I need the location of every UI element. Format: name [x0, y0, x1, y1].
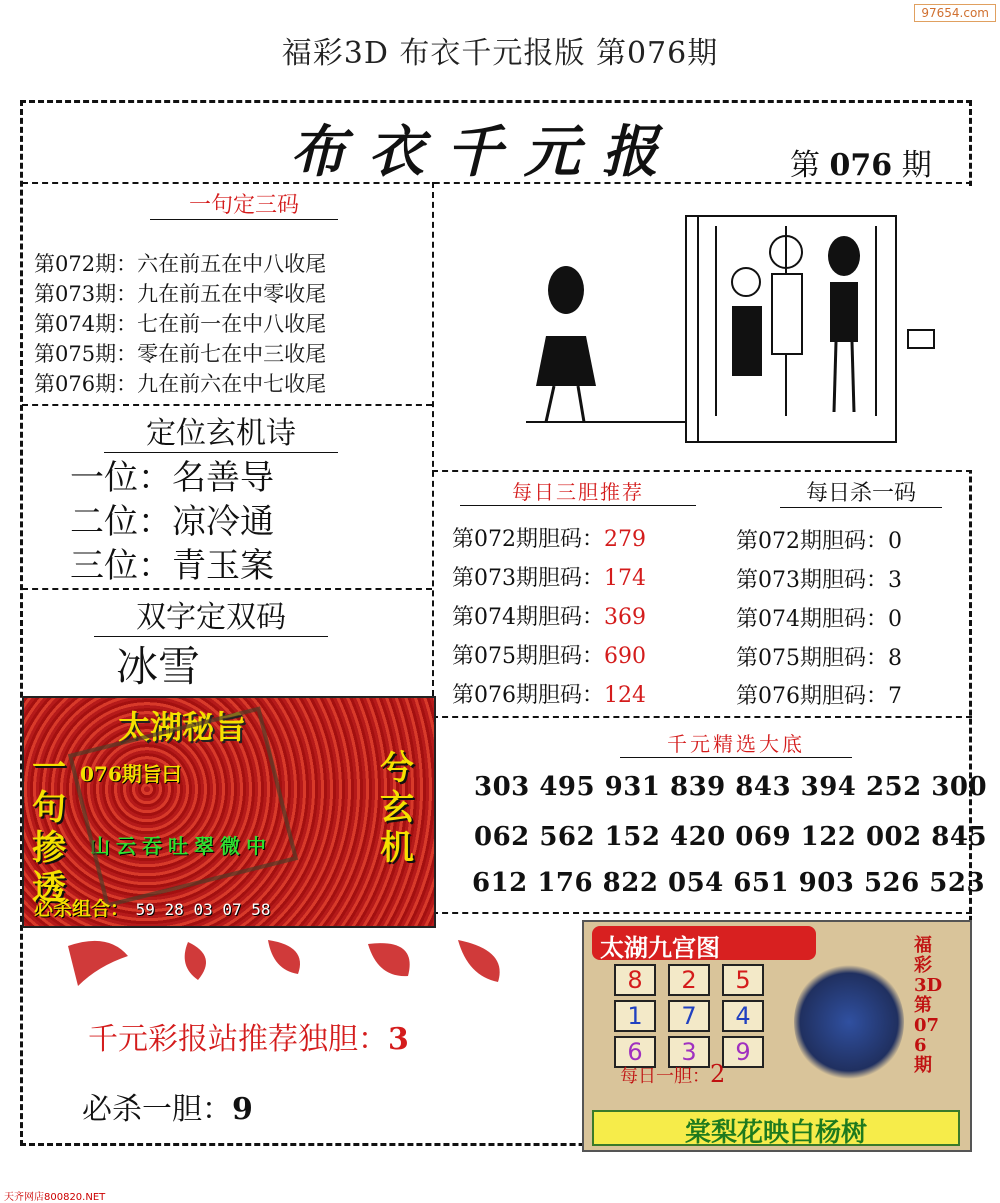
recommend-value: 3 — [388, 1022, 409, 1057]
sandan-row — [452, 522, 646, 553]
sandan-value: 124 — [604, 683, 646, 708]
sandan-label: 第074期胆码： — [452, 605, 604, 630]
shuangzi-title: 双字定双码 — [94, 592, 328, 637]
taihu-middle-line: 山云吞吐翠微中 — [90, 834, 272, 858]
nine-grid-side-text: 福彩3D第076期 — [914, 935, 943, 1076]
bisha-line — [82, 1084, 253, 1128]
shuangzi-value: 冰雪 — [116, 642, 201, 691]
yiju-row: 第072期：六在前五在中八收尾 — [34, 252, 327, 276]
divider-header — [22, 182, 972, 184]
grid-cell: 4 — [722, 1000, 764, 1032]
nine-grid-ad — [582, 920, 972, 1152]
divider-dadi — [432, 912, 972, 914]
grid-cell: 3 — [668, 1036, 710, 1068]
yiju-title: 一句定三码 — [150, 188, 338, 220]
footer-note: 天齐网店800820.NET — [4, 1192, 106, 1203]
grid-cell: 5 — [722, 964, 764, 996]
recommend-label: 千元彩报站推荐独胆： — [88, 1022, 388, 1057]
taihu-right-text: 兮玄机 — [380, 748, 414, 868]
daily-dan-label: 每日一胆： — [620, 1066, 710, 1087]
sandan-value: 279 — [604, 527, 646, 552]
calligraphy-strokes — [48, 926, 578, 996]
sandan-value: 174 — [604, 566, 646, 591]
grid-cell: 2 — [668, 964, 710, 996]
masthead: 布衣千元报 — [290, 119, 680, 185]
sandan-label: 第075期胆码： — [452, 644, 604, 669]
sandan-label: 第072期胆码： — [452, 527, 604, 552]
grid-cell: 9 — [722, 1036, 764, 1068]
grid-cell: 8 — [614, 964, 656, 996]
sandan-row — [452, 561, 646, 592]
sandan-label: 第076期胆码： — [452, 683, 604, 708]
poem-row: 二位：凉冷通 — [70, 502, 274, 542]
divider-cartoon — [432, 470, 972, 472]
poem-row: 一位：名善导 — [70, 458, 274, 498]
dadi-title: 千元精选大底 — [620, 728, 852, 758]
divider-poem-shuangzi — [22, 588, 432, 590]
shayima-row: 第073期胆码：3 — [736, 568, 902, 593]
recommend-line — [88, 1014, 409, 1058]
issue-number — [790, 140, 932, 184]
banner-text: 棠梨花映白杨树 — [684, 1118, 867, 1148]
shayima-row: 第072期胆码：0 — [736, 529, 902, 554]
dadi-line: 612 176 822 054 651 903 526 523 — [472, 868, 986, 898]
sandan-label: 第073期胆码： — [452, 566, 604, 591]
daily-dan-line — [620, 1060, 725, 1088]
issue-suffix: 期 — [901, 148, 932, 183]
shayima-row: 第075期胆码：8 — [736, 646, 902, 671]
taihu-kill-row — [34, 894, 271, 921]
sandan-row — [452, 600, 646, 631]
divider-dan — [432, 716, 972, 718]
poem-title: 定位玄机诗 — [104, 408, 338, 453]
sandan-title: 每日三胆推荐 — [460, 476, 696, 506]
grid-cell: 1 — [614, 1000, 656, 1032]
daily-dan-value: 2 — [710, 1060, 726, 1088]
issue-prefix: 第 — [790, 148, 820, 183]
yiju-row: 第075期：零在前七在中三收尾 — [34, 342, 327, 366]
dadi-line: 062 562 152 420 069 122 002 845 — [474, 822, 988, 852]
taihu-title: 太湖秘旨 — [118, 708, 247, 746]
poem-row: 三位：青玉案 — [70, 546, 274, 586]
site-watermark-tag: 97654.com — [914, 4, 996, 22]
portrait-figure — [794, 962, 904, 1082]
divider-left-column — [432, 182, 434, 696]
taihu-mizhi-ad — [22, 696, 436, 928]
taihu-kill-values: 59 28 03 07 58 — [135, 900, 271, 919]
grid-cell: 7 — [668, 1000, 710, 1032]
grid-cell: 6 — [614, 1036, 656, 1068]
shayima-title: 每日杀一码 — [780, 476, 942, 508]
page-title: 福彩3D 布衣千元报版 第076期 — [281, 36, 719, 71]
nine-grid-title: 太湖九宫图 — [600, 933, 720, 962]
issue-value: 076 — [829, 148, 893, 183]
yiju-row: 第076期：九在前六在中七收尾 — [34, 372, 327, 396]
sandan-value: 690 — [604, 644, 646, 669]
taihu-kill-label: 必杀组合： — [34, 898, 130, 920]
taihu-seal-stamp — [68, 706, 298, 907]
yiju-row: 第073期：九在前五在中零收尾 — [34, 282, 327, 306]
cartoon-illustration — [436, 186, 972, 470]
shayima-row: 第076期胆码：7 — [736, 684, 902, 709]
divider-yiju-poem — [22, 404, 432, 406]
calligraphy-decoration — [48, 926, 578, 996]
dadi-line: 303 495 931 839 843 394 252 300 — [474, 772, 988, 802]
taihu-left-text: 一句掺透 — [32, 748, 66, 908]
sandan-row — [452, 678, 646, 709]
bisha-value: 9 — [232, 1092, 253, 1127]
shayima-row: 第074期胆码：0 — [736, 607, 902, 632]
bisha-label: 必杀一胆： — [82, 1092, 232, 1127]
sandan-row — [452, 639, 646, 670]
yiju-row: 第074期：七在前一在中八收尾 — [34, 312, 327, 336]
sandan-value: 369 — [604, 605, 646, 630]
cartoon-drawing — [436, 186, 972, 470]
taihu-issue-line: 076期旨曰 — [80, 762, 182, 786]
